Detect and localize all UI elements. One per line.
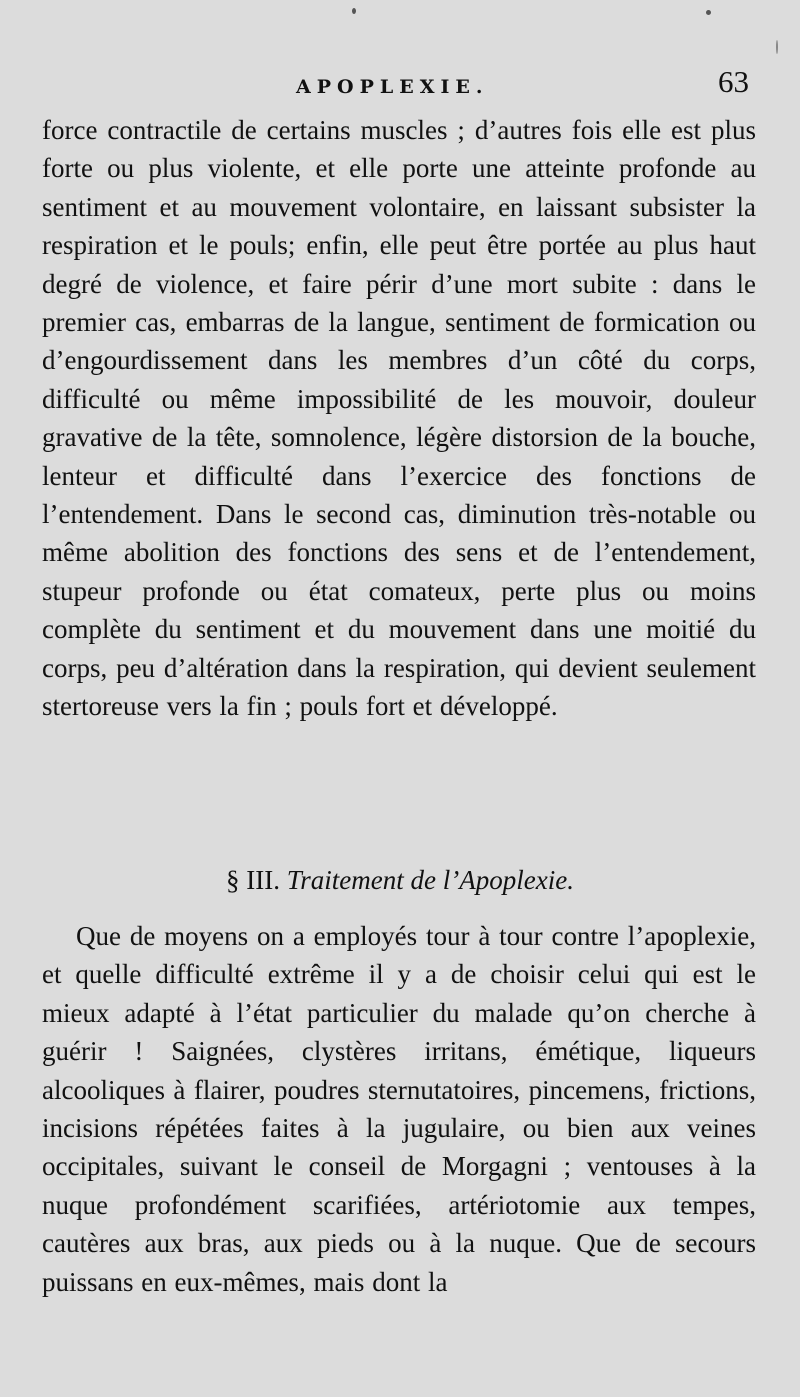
body-paragraph-1: force contractile de certains muscles ; d’autres fois elle est plus forte ou plus violente, et elle porte une atteinte profonde au sentiment et au mouvement volontaire, en laissant subsister la respiration et le pouls; enfin, elle peut être portée au plus haut degré de violence, et faire périr d’une mort subite : dans le premier cas, embarras de la langue, sentiment de formication ou d’engourdissement dans les membres d’un côté du corps, difficulté ou même impossibilité de les mouvoir, douleur gravative de la tête, somnolence, légère distorsion de la bouche, lenteur et difficulté dans l’exercice des fonctions de l’entendement. Dans le second cas, diminution très-notable ou même abolition des fonctions des sens et de l’entendement, stupeur profonde ou état comateux, perte plus ou moins complète du sentiment et du mouvement dans une moitié du corps, peu d’altération dans la respiration, qui devient seulement stertoreuse vers la fin ; pouls fort et développé. bbox=[42, 115, 756, 722]
body-paragraph-2: Que de moyens on a employés tour à tour contre l’apoplexie, et quelle difficulté extrême il y a de choisir celui qui est le mieux adapté à l’état particulier du malade qu’on cherche à guérir ! Saignées, clystères irritans, émétique, liqueurs alcooliques à flairer, poudres sternutatoires, pincemens, frictions, incisions répétées faites à la jugulaire, ou bien aux veines occipitales, suivant le conseil de Morgagni ; ventouses à la nuque profondément scarifiées, artériotomie aux tempes, cautères aux bras, aux pieds ou à la nuque. Que de secours puissans en eux-mêmes, mais dont la bbox=[42, 921, 756, 1297]
scan-speck bbox=[352, 8, 356, 14]
section-number: § III. bbox=[226, 865, 281, 895]
running-title: APOPLEXIE. bbox=[296, 76, 489, 98]
section-title: Traitement de l’Apoplexie. bbox=[286, 865, 574, 895]
page-header bbox=[0, 62, 800, 102]
scan-speck bbox=[776, 40, 778, 54]
scan-speck bbox=[706, 10, 711, 15]
page-number: 63 bbox=[718, 64, 749, 99]
section-heading bbox=[0, 865, 800, 896]
